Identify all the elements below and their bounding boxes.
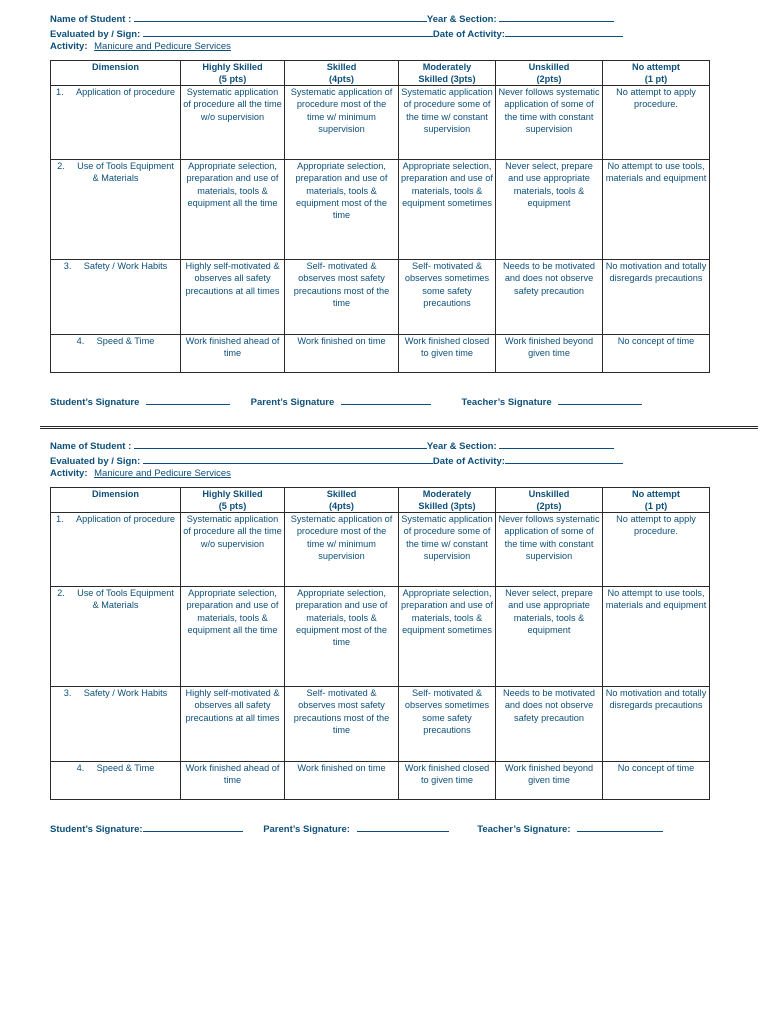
col-skilled: Skilled (4pts) (285, 487, 399, 513)
rubric-cell: Needs to be motivated and does not observe safety precaution (496, 260, 603, 335)
page-divider (40, 426, 758, 429)
col-unskilled: Unskilled (2pts) (496, 487, 603, 513)
col-dimension: Dimension (51, 487, 181, 513)
rubric-cell: No concept of time (603, 762, 710, 800)
table-row (51, 513, 710, 587)
rubric-cell: Highly self-motivated & observes all safety precautions at all times (181, 687, 285, 762)
table-row (51, 335, 710, 373)
dimension-cell: 1. Application of procedure (51, 86, 181, 160)
dimension-cell: 2. Use of Tools Equipment & Materials (51, 587, 181, 687)
student-signature-label: Student’s Signature (50, 397, 140, 409)
col-highly-skilled: Highly Skilled (5 pts) (181, 60, 285, 86)
col-no-attempt: No attempt (1 pt) (603, 487, 710, 513)
teacher-signature-field[interactable] (577, 822, 663, 832)
rubric-cell: Appropriate selection, preparation and use of materials, tools & equipment most of the time (285, 587, 399, 687)
rubric-cell: No attempt to use tools, materials and equipment (603, 160, 710, 260)
parent-signature-field[interactable] (341, 395, 431, 405)
rubric-cell: Never follows systematic application of some of the time with constant supervision (496, 513, 603, 587)
rubric-cell: Highly self-motivated & observes all safety precautions at all times (181, 260, 285, 335)
student-signature-label: Student’s Signature: (50, 824, 143, 836)
rubric-cell: No attempt to apply procedure. (603, 513, 710, 587)
teacher-signature-field[interactable] (558, 395, 642, 405)
evaluated-row (50, 27, 712, 42)
table-row (51, 587, 710, 687)
activity-label: Activity: (50, 468, 88, 479)
student-signature-field[interactable] (143, 822, 243, 832)
rubric-cell: Self- motivated & observes sometimes some safety precautions (399, 260, 496, 335)
col-highly-skilled: Highly Skilled (5 pts) (181, 487, 285, 513)
evaluated-field[interactable] (143, 454, 433, 464)
rubric-cell: Systematic application of procedure most of the time w/ minimum supervision (285, 513, 399, 587)
rubric-cell: Work finished beyond given time (496, 335, 603, 373)
rubric-cell: Self- motivated & observes sometimes some safety precautions (399, 687, 496, 762)
rubric-cell: Work finished beyond given time (496, 762, 603, 800)
year-field[interactable] (499, 439, 614, 449)
student-signature-field[interactable] (146, 395, 230, 405)
year-field[interactable] (499, 12, 614, 22)
dimension-cell: 4. Speed & Time (51, 335, 181, 373)
header-row (51, 487, 710, 513)
date-field[interactable] (505, 454, 623, 464)
name-field[interactable] (134, 439, 427, 449)
col-unskilled: Unskilled (2pts) (496, 60, 603, 86)
dimension-cell: 1. Application of procedure (51, 513, 181, 587)
table-row (51, 86, 710, 160)
rubric-cell: Appropriate selection, preparation and use of materials, tools & equipment all the time (181, 160, 285, 260)
activity-label: Activity: (50, 41, 88, 52)
rubric-cell: Work finished closed to given time (399, 762, 496, 800)
signature-row (50, 822, 712, 835)
date-label: Date of Activity: (432, 28, 505, 40)
rubric-cell: Systematic application of procedure some of the time w/ constant supervision (399, 513, 496, 587)
col-moderately-skilled: Moderately Skilled (3pts) (399, 487, 496, 513)
rubric-cell: Never select, prepare and use appropriate materials, tools & equipment (496, 160, 603, 260)
rubric-cell: Work finished on time (285, 762, 399, 800)
col-no-attempt: No attempt (1 pt) (603, 60, 710, 86)
activity-row (50, 468, 712, 481)
rubric-cell: Appropriate selection, preparation and use of materials, tools & equipment most of the time (285, 160, 399, 260)
rubric-cell: No attempt to apply procedure. (603, 86, 710, 160)
date-field[interactable] (505, 27, 623, 37)
activity-value: Manicure and Pedicure Services (94, 468, 231, 479)
rubric-cell: Never follows systematic application of some of the time with constant supervision (496, 86, 603, 160)
rubric-cell: Appropriate selection, preparation and use of materials, tools & equipment sometimes (399, 587, 496, 687)
evaluated-label: Evaluated by / Sign: (50, 28, 141, 40)
rubric-cell: Work finished closed to given time (399, 335, 496, 373)
rubric-cell: Appropriate selection, preparation and use of materials, tools & equipment all the time (181, 587, 285, 687)
col-skilled: Skilled (4pts) (285, 60, 399, 86)
signature-row (50, 395, 712, 408)
rubric-cell: Systematic application of procedure all the time w/o supervision (181, 513, 285, 587)
rubric-cell: Work finished ahead of time (181, 335, 285, 373)
table-row (51, 762, 710, 800)
activity-value: Manicure and Pedicure Services (94, 41, 231, 52)
rubric-cell: Never select, prepare and use appropriate materials, tools & equipment (496, 587, 603, 687)
rubric-cell: Work finished ahead of time (181, 762, 285, 800)
parent-signature-label: Parent’s Signature: (263, 824, 350, 836)
col-dimension: Dimension (51, 60, 181, 86)
rubric-cell: No motivation and totally disregards precautions (603, 687, 710, 762)
parent-signature-label: Parent’s Signature (250, 397, 335, 409)
rubric-cell: No motivation and totally disregards precautions (603, 260, 710, 335)
activity-row (50, 41, 712, 54)
name-label: Name of Student : (50, 441, 132, 452)
dimension-cell: 3. Safety / Work Habits (51, 260, 181, 335)
table-row (51, 687, 710, 762)
rubric-cell: Systematic application of procedure all the time w/o supervision (181, 86, 285, 160)
table-row (51, 160, 710, 260)
rubric-sheet-1 (50, 12, 712, 408)
rubric-cell: No concept of time (603, 335, 710, 373)
rubric-cell: Appropriate selection, preparation and use of materials, tools & equipment sometimes (399, 160, 496, 260)
dimension-cell: 2. Use of Tools Equipment & Materials (51, 160, 181, 260)
rubric-cell: Systematic application of procedure some of the time w/ constant supervision (399, 86, 496, 160)
dimension-cell: 3. Safety / Work Habits (51, 687, 181, 762)
teacher-signature-label: Teacher’s Signature: (477, 824, 571, 836)
evaluated-row (50, 454, 712, 469)
dimension-cell: 4. Speed & Time (51, 762, 181, 800)
name-row (50, 439, 712, 454)
rubric-sheet-2 (50, 439, 712, 835)
rubric-cell: Self- motivated & observes most safety precautions most of the time (285, 260, 399, 335)
parent-signature-field[interactable] (357, 822, 449, 832)
date-label: Date of Activity: (432, 455, 505, 467)
evaluated-label: Evaluated by / Sign: (50, 455, 141, 467)
table-row (51, 260, 710, 335)
rubric-cell: Self- motivated & observes most safety precautions most of the time (285, 687, 399, 762)
year-label: Year & Section: (426, 441, 497, 452)
name-row (50, 12, 712, 27)
rubric-cell: Needs to be motivated and does not observe safety precaution (496, 687, 603, 762)
rubric-table (50, 60, 710, 374)
teacher-signature-label: Teacher’s Signature (461, 397, 552, 409)
name-label: Name of Student : (50, 14, 132, 25)
rubric-cell: Systematic application of procedure most of the time w/ minimum supervision (285, 86, 399, 160)
rubric-table (50, 487, 710, 801)
rubric-cell: Work finished on time (285, 335, 399, 373)
year-label: Year & Section: (426, 14, 497, 25)
name-field[interactable] (134, 12, 427, 22)
col-moderately-skilled: Moderately Skilled (3pts) (399, 60, 496, 86)
evaluated-field[interactable] (143, 27, 433, 37)
header-row (51, 60, 710, 86)
rubric-cell: No attempt to use tools, materials and equipment (603, 587, 710, 687)
